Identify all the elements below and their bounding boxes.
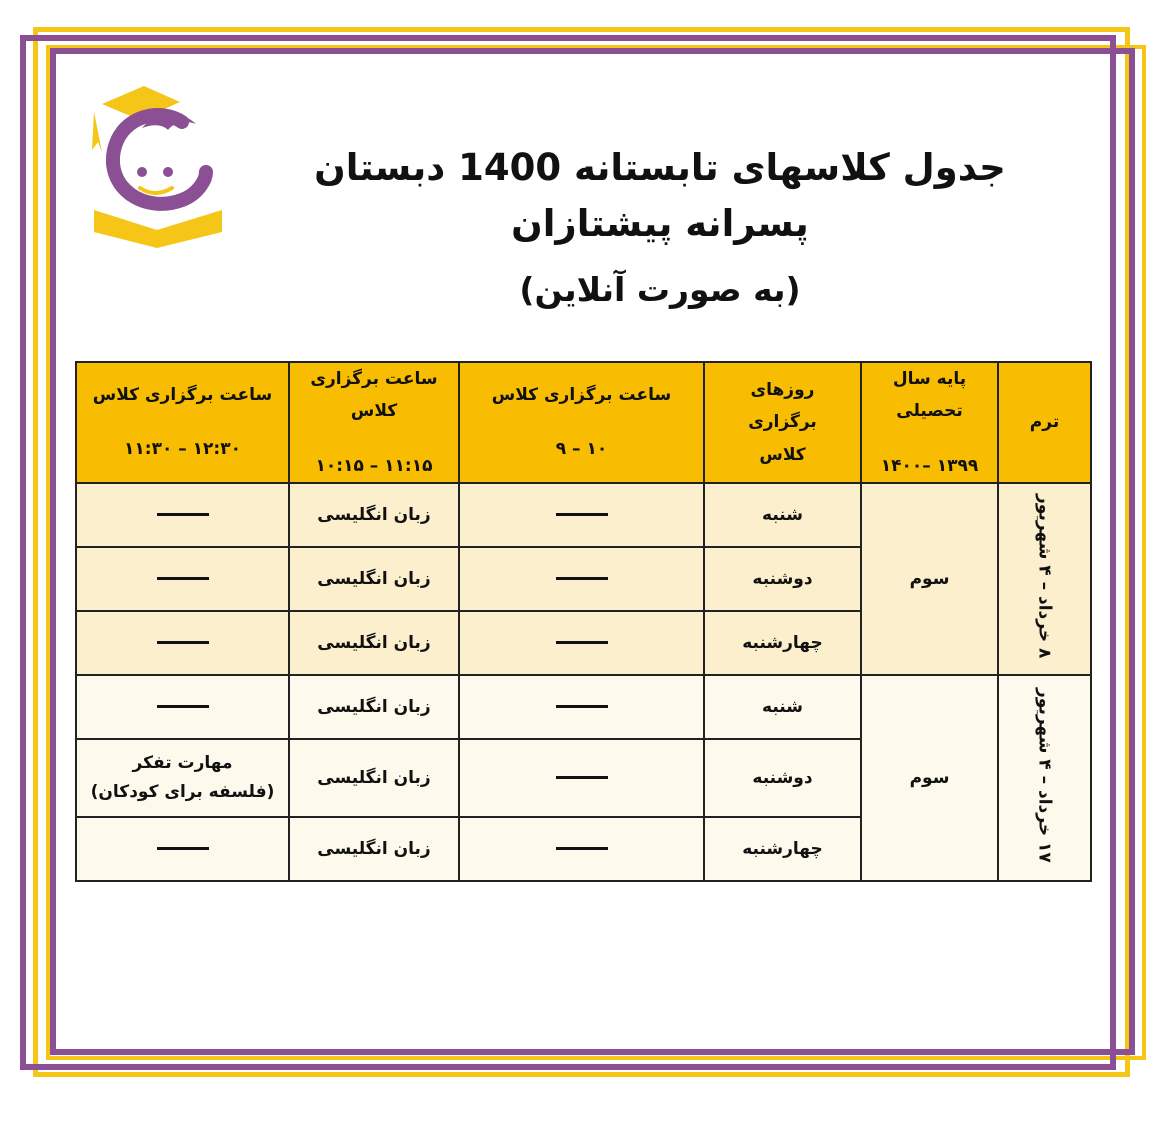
slot-3-line-1: مهارت تفکر: [132, 753, 233, 773]
grade-cell: سوم: [861, 483, 998, 675]
header-term: ترم: [998, 362, 1091, 483]
slot-2-cell: زبان انگلیسی: [289, 611, 459, 675]
slot-3-cell: [76, 611, 289, 675]
slot-2-cell: زبان انگلیسی: [289, 675, 459, 739]
slot-1-cell: [459, 817, 704, 881]
day-cell: دوشنبه: [704, 547, 861, 611]
day-cell: شنبه: [704, 675, 861, 739]
empty-dash: [556, 847, 608, 850]
header-grade: پایه سال تحصیلی ۱۴۰۰– ۱۳۹۹: [861, 362, 998, 483]
term-cell: ۱۷ خرداد – ۴ شهریور: [998, 675, 1091, 881]
slot-2-cell: زبان انگلیسی: [289, 547, 459, 611]
slot-3-cell: [76, 483, 289, 547]
empty-dash: [556, 641, 608, 644]
empty-dash: [157, 705, 209, 708]
slot-2-cell: زبان انگلیسی: [289, 739, 459, 817]
page-title: [280, 140, 1040, 318]
slot-1-cell: [459, 611, 704, 675]
slot-3-cell: [76, 817, 289, 881]
title-line-2: (به صورت آنلاین): [519, 270, 801, 309]
table-row: [76, 483, 1091, 547]
header-slot-2-time: ۱۰:۱۵ – ۱۱:۱۵: [315, 455, 433, 476]
header-slot-2: ساعت برگزاری کلاس ۱۰:۱۵ – ۱۱:۱۵: [289, 362, 459, 483]
slot-1-cell: [459, 547, 704, 611]
header-days: روزهای برگزاری کلاس: [704, 362, 861, 483]
empty-dash: [556, 577, 608, 580]
schedule-table: [75, 361, 1092, 882]
school-logo: [82, 80, 232, 250]
empty-dash: [157, 513, 209, 516]
day-cell: دوشنبه: [704, 739, 861, 817]
empty-dash: [556, 776, 608, 779]
slot-3-cell: [76, 739, 289, 817]
empty-dash: [556, 705, 608, 708]
table-header-row: [76, 362, 1091, 483]
title-line-1: جدول کلاسهای تابستانه 1400 دبستان پسرانه پیشتازان: [314, 146, 1006, 245]
day-cell: چهارشنبه: [704, 611, 861, 675]
table-row: [76, 675, 1091, 739]
empty-dash: [556, 513, 608, 516]
term-cell: ۸ خرداد – ۴ شهریور: [998, 483, 1091, 675]
header-slot-1-time: ۹ – ۱۰: [555, 439, 608, 460]
empty-dash: [157, 641, 209, 644]
empty-dash: [157, 577, 209, 580]
slot-2-cell: زبان انگلیسی: [289, 817, 459, 881]
day-cell: شنبه: [704, 483, 861, 547]
slot-3-cell: [76, 547, 289, 611]
slot-3-cell: [76, 675, 289, 739]
header-grade-years: ۱۴۰۰– ۱۳۹۹: [880, 455, 979, 476]
header-slot-3-time: ۱۱:۳۰ – ۱۲:۳۰: [124, 439, 241, 460]
slot-2-cell: زبان انگلیسی: [289, 483, 459, 547]
day-cell: چهارشنبه: [704, 817, 861, 881]
grade-cell: سوم: [861, 675, 998, 881]
header-slot-3: ساعت برگزاری کلاس ۱۱:۳۰ – ۱۲:۳۰: [76, 362, 289, 483]
slot-3-line-2: (فلسفه برای کودکان): [90, 781, 275, 802]
empty-dash: [157, 847, 209, 850]
header-slot-1: ساعت برگزاری کلاس ۹ – ۱۰: [459, 362, 704, 483]
slot-1-cell: [459, 739, 704, 817]
slot-1-cell: [459, 675, 704, 739]
slot-1-cell: [459, 483, 704, 547]
